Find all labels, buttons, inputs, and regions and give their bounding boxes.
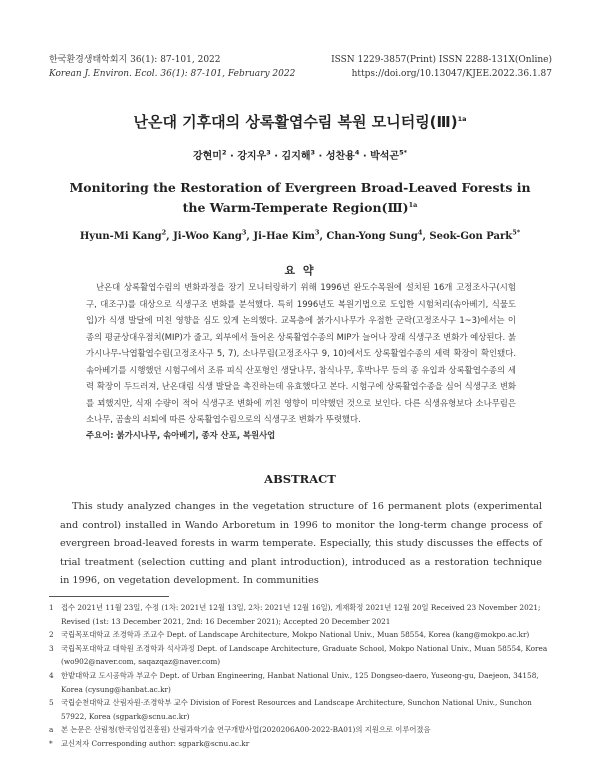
title-korean-sup: 1a bbox=[457, 115, 467, 123]
title-korean bbox=[0, 111, 600, 132]
footnote-item bbox=[49, 601, 549, 628]
author-name: Chan-Yong Sung bbox=[326, 231, 418, 242]
author-name: 박석곤 bbox=[370, 151, 400, 162]
footnote-text: 국립목포대학교 조경학과 조교수 Dept. of Landscape Architecture, Mokpo National Univ., Muan 58554, Korea (kang@mokpo.ac.kr) bbox=[61, 630, 530, 640]
author-affiliation-sup: 5* bbox=[512, 228, 521, 237]
footnote-text: 교신저자 Corresponding author: sgpark@scnu.ac.kr bbox=[61, 738, 250, 748]
footnote-text: 국립목포대학교 대학원 조경학과 석사과정 Dept. of Landscape Architecture, Graduate School, Mokpo National Univ., Muan 58554, Korea (wo902@naver.com, saqazqaz@naver.com) bbox=[61, 643, 548, 667]
footnote-mark: 5 bbox=[49, 698, 54, 708]
author-affiliation-sup: 3 bbox=[241, 228, 247, 237]
title-english-sup: 1a bbox=[408, 200, 418, 209]
author-name: 성찬용 bbox=[325, 151, 355, 162]
footnote-mark: 1 bbox=[49, 603, 54, 612]
issn-doi-block bbox=[331, 53, 552, 81]
issn: ISSN 1229-3857(Print) ISSN 2288-131X(Online) bbox=[331, 55, 552, 65]
journal-citation-ko: 한국환경생태학회지 36(1): 87-101, 2022 bbox=[49, 55, 221, 65]
author-affiliation-sup: 5* bbox=[399, 148, 408, 157]
author-name: Hyun-Mi Kang bbox=[79, 231, 162, 242]
footnote-mark: 3 bbox=[49, 643, 54, 653]
author-affiliation-sup: 4 bbox=[417, 228, 423, 237]
footnote-text: 접수 2021년 11월 23일, 수정 (1차: 2021년 12월 13일, 2차: 2021년 12월 16일), 게재확정 2021년 12월 20일 Received 23 November 2021; Revised (1st: 13 December 2021, 2nd: 16 December 2021); Accepted 20 December 2021 bbox=[61, 603, 541, 626]
author-separator: · bbox=[226, 151, 238, 162]
author-separator: , bbox=[319, 231, 327, 242]
author-name: 김지해 bbox=[281, 151, 311, 162]
author-name: Ji-Hae Kim bbox=[253, 231, 315, 242]
author-affiliation-sup: 2 bbox=[161, 228, 167, 237]
footnote-mark: 4 bbox=[49, 670, 54, 680]
footnote-item bbox=[49, 642, 549, 669]
title-korean-text: 난온대 기후대의 상록활엽수림 복원 모니터링(Ⅲ) bbox=[133, 113, 458, 131]
footnote-item bbox=[49, 696, 549, 723]
author-affiliation-sup: 3 bbox=[266, 148, 271, 157]
footnote-text: 국립순천대학교 산림자원·조경학부 교수 Division of Forest Resources and Landscape Architecture, Sunchon National Univ., Sunchon 57922, Korea (sgpark@scnu.ac.kr) bbox=[61, 698, 532, 721]
author-separator: · bbox=[359, 151, 371, 162]
title-english bbox=[60, 178, 540, 218]
authors-english bbox=[0, 228, 600, 242]
footnote-mark: a bbox=[49, 725, 54, 735]
abstract-korean: 난온대 상록활엽수림의 변화과정을 장기 모니터링하기 위해 1996년 완도수목원에 설치된 16개 고정조사구(시험구, 대조구)를 대상으로 식생구조 변화를 분석했다. 특히 1996년도 복원기법으로 도입한 시험처리(솎아베기, 식물도입)가 식생 발달에 미친 영향을 심도 있게 논의했다. 교목층에 붉가시나무가 우점한 군락(고정조사구 1~3)에서는 이 종의 평균상대우점치(MIP)가 줄고, 외부에서 들어온 상록활엽수종의 MIP가 늘어나 장래 식생구조 변화가 예상된다. 붉가시나무-낙엽활엽수림(고정조사구 5, 7), 소나무림(고정조사구 9, 10)에서도 상록활엽수종의 세력 확장이 확인됐다. 솎아베기를 시행했던 시험구에서 조류 피식 산포형인 생달나무, 참식나무, 후박나무 등의 종 유입과 상록활엽수종의 세력 확장이 두드러져, 난온대림 식생 발달을 촉진하는데 유효했다고 본다. 시험구에 상록활엽수종을 심어 식생구조 변화를 꾀했지만, 식재 수량이 적어 식생구조 변화에 끼친 영향이 미약했던 것으로 보인다. 다른 식생유형보다 소나무림은 소나무, 곰솔의 쇠퇴에 따른 상록활엽수림으로의 식생구조 변화가 뚜렷했다. bbox=[86, 282, 516, 424]
footnote-item bbox=[49, 628, 549, 642]
author-name: Ji-Woo Kang bbox=[173, 231, 242, 242]
keywords-korean: 주요어: 붉가시나무, 솎아베기, 종자 산포, 복원사업 bbox=[86, 430, 276, 440]
footnote-item bbox=[49, 669, 549, 696]
author-name: 강현미 bbox=[192, 151, 222, 162]
footnote-divider bbox=[49, 596, 169, 597]
author-separator: , bbox=[246, 231, 254, 242]
journal-citation-en: Korean J. Environ. Ecol. 36(1): 87-101, February 2022 bbox=[49, 69, 296, 79]
author-affiliation-sup: 3 bbox=[310, 148, 316, 157]
footnotes bbox=[49, 601, 549, 751]
author-separator: · bbox=[315, 151, 326, 162]
doi-link[interactable]: https://doi.org/10.13047/KJEE.2022.36.1.87 bbox=[351, 69, 552, 79]
footnote-mark: 2 bbox=[49, 630, 54, 640]
abstract-english-heading: ABSTRACT bbox=[264, 472, 336, 486]
journal-citation bbox=[49, 53, 295, 81]
title-english-text: Monitoring the Restoration of Evergreen Broad-Leaved Forests in the Warm-Temperate Region(Ⅲ) bbox=[69, 180, 531, 215]
author-separator: · bbox=[270, 151, 282, 162]
author-affiliation-sup: 4 bbox=[354, 148, 360, 157]
author-affiliation-sup: 3 bbox=[314, 228, 320, 237]
footnote-text: 본 논문은 산림청(한국임업진흥원) 산림과학기술 연구개발사업(2020206A00-2022-BA01)의 지원으로 이루어졌음 bbox=[61, 725, 431, 735]
authors-korean bbox=[0, 147, 600, 162]
abstract-english: This study analyzed changes in the vegetation structure of 16 permanent plots (experimental and control) installed in Wando Arboretum in 1996 to monitor the long-term change process of evergreen broad-leaved forests in warm temperate. Especially, this study discusses the effects of trial treatment (selection cutting and plant introduction), introduced as a restoration technique in 1996, on vegetation development. In communities bbox=[60, 501, 542, 587]
author-separator: , bbox=[422, 231, 430, 242]
footnote-item bbox=[49, 737, 549, 751]
footnote-item bbox=[49, 723, 549, 737]
author-separator: , bbox=[166, 231, 174, 242]
abstract-korean-heading: 요 약 bbox=[284, 264, 316, 277]
author-affiliation-sup: 2 bbox=[221, 148, 227, 157]
author-name: 강지우 bbox=[237, 151, 267, 162]
author-name: Seok-Gon Park bbox=[429, 231, 513, 242]
footnote-text: 한밭대학교 도시공학과 부교수 Dept. of Urban Engineering, Hanbat National Univ., 125 Dongseo-daero, Yuseong-gu, Daejeon, 34158, Korea (cysung@hanbat.ac.kr) bbox=[61, 670, 539, 694]
footnote-mark: * bbox=[49, 738, 53, 748]
